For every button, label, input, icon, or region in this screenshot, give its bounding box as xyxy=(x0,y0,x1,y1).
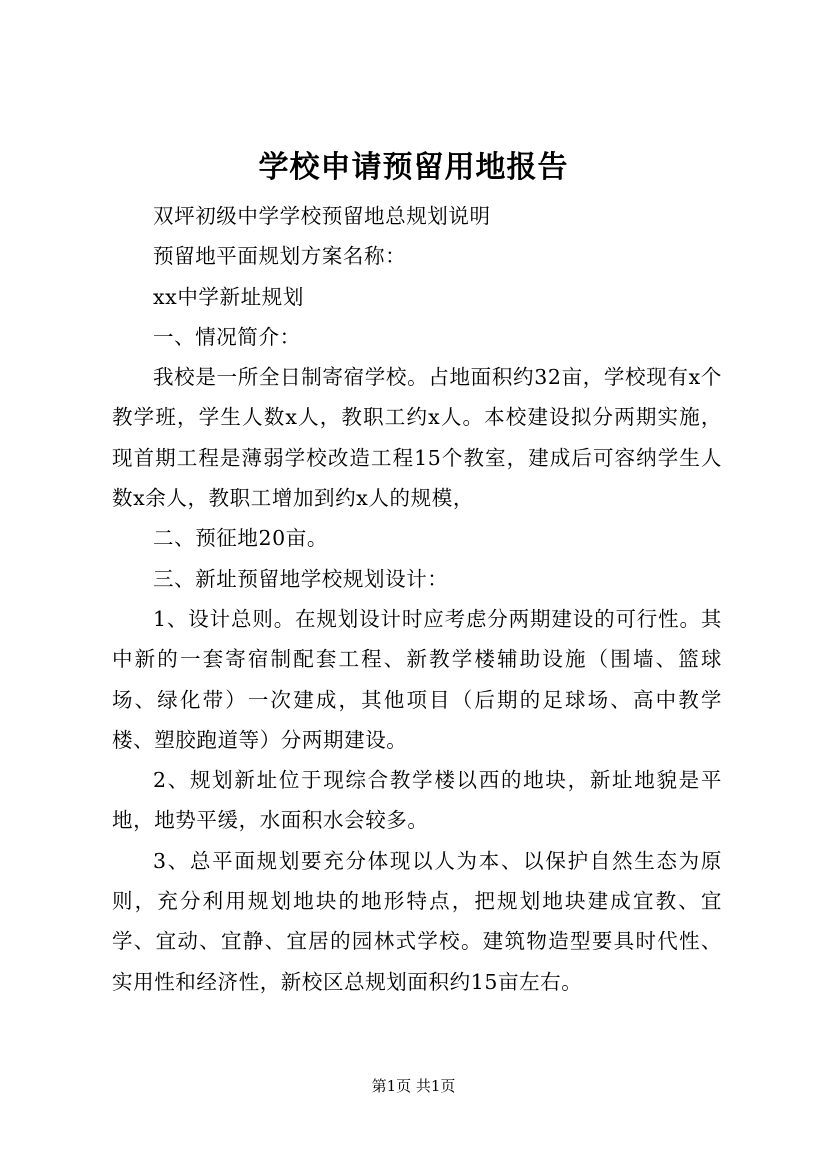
paragraph-design-principles: 1、设计总则。在规划设计时应考虑分两期建设的可行性。其中新的一套寄宿制配套工程、新教学楼辅助设施（围墙、篮球场、绿化带）一次建成，其他项目（后期的足球场、高中教学楼、塑胶跑道等）分两期建设。 xyxy=(112,606,722,752)
paragraph-master-plan: 3、总平面规划要充分体现以人为本、以保护自然生态为原则，充分利用规划地块的地形特点，把规划地块建成宜教、宜学、宜动、宜静、宜居的园林式学校。建筑物造型要具时代性、实用性和经济性，新校区总规划面积约15亩左右。 xyxy=(112,848,722,994)
document-title: 学校申请预留用地报告 xyxy=(258,150,569,185)
section-heading-design: 三、新址预留地学校规划设计： xyxy=(153,566,449,591)
paragraph-site-location: 2、规划新址位于现综合教学楼以西的地块，新址地貌是平地，地势平缓，水面积水会较多。 xyxy=(112,768,722,833)
paragraph-plan-heading: 双坪初级中学学校预留地总规划说明 xyxy=(153,204,491,228)
paragraph-scheme-name-label: 预留地平面规划方案名称： xyxy=(153,244,407,269)
paragraph-overview: 我校是一所全日制寄宿学校。占地面积约32亩，学校现有x个教学班，学生人数x人，教职工约x人。本校建设拟分两期实施，现首期工程是薄弱学校改造工程15个教室，建成后可容纳学生人数x余人，教职工增加到约x人的规模， xyxy=(112,365,722,511)
section-heading-land: 二、预征地20亩。 xyxy=(153,526,328,551)
paragraph-scheme-name: xx中学新址规划 xyxy=(153,284,304,309)
document-body xyxy=(112,196,722,1002)
section-heading-overview: 一、情况简介： xyxy=(153,324,301,349)
page-number-footer: 第1页 共1页 xyxy=(371,1077,456,1095)
